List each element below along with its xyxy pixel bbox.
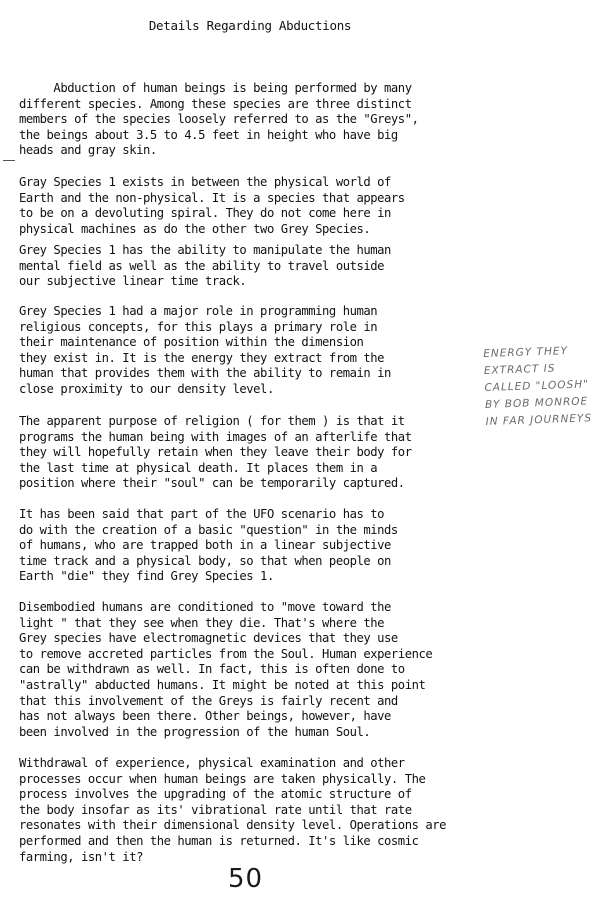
paragraph-1: Abduction of human beings is being performed by many different species. Among these species are three distinct members of the species loosely referred to as the "Greys", the beings about 3.5 to 4.5 feet in height who have big heads and gray skin. (19, 81, 419, 158)
paragraph-4: Grey Species 1 had a major role in programming human religious concepts, for this plays a primary role in their maintenance of position within the dimension they exist in. It is the energy they extract from the human that provides them with the ability to remain in close proximity to our density level. (19, 304, 391, 396)
paragraph-6: It has been said that part of the UFO scenario has to do with the creation of a basic "question" in the minds of humans, who are trapped both in a linear subjective time track and a physical body, so that when people on Earth "die" they find Grey Species 1. (19, 507, 398, 584)
page-title: Details Regarding Abductions (148, 18, 352, 33)
page-number: 50 (228, 864, 264, 894)
paragraph-8: Withdrawal of experience, physical examination and other processes occur when human beings are taken physically. The process involves the upgrading of the atomic structure of the body insofar as its' vibrational rate until that rate resonates with their dimensional density level. Operations are performed and then the human is returned. It's like cosmic farming, isn't it? (19, 756, 447, 864)
handwritten-note-loosh: ENERGY THEY EXTRACT IS CALLED "LOOSH" BY BOB MONROE IN FAR JOURNEYS (483, 345, 593, 428)
paragraph-7: Disembodied humans are conditioned to "move toward the light " that they see when they die. That's where the Grey species have electromagnetic devices that they use to remove accreted particles from the Soul. Human experience can be withdrawn as well. In fact, this is often done to "astrally" abducted humans. It might be noted at this point that this involvement of the Greys is fairly recent and has not always been there. Other beings, however, have been involved in the progression of the human Soul. (19, 600, 433, 739)
paragraph-3: Grey Species 1 has the ability to manipulate the human mental field as well as the ability to travel outside our subjective linear time track. (19, 243, 391, 289)
margin-mark (3, 160, 15, 161)
paragraph-2: Gray Species 1 exists in between the physical world of Earth and the non-physical. It is a species that appears to be on a devoluting spiral. They do not come here in physical machines as do the other two Grey Species. (19, 175, 405, 236)
paragraph-5: The apparent purpose of religion ( for them ) is that it programs the human being with images of an afterlife that they will hopefully retain when they leave their body for the last time at physical death. It places them in a position where their "soul" can be temporarily captured. (19, 414, 412, 491)
